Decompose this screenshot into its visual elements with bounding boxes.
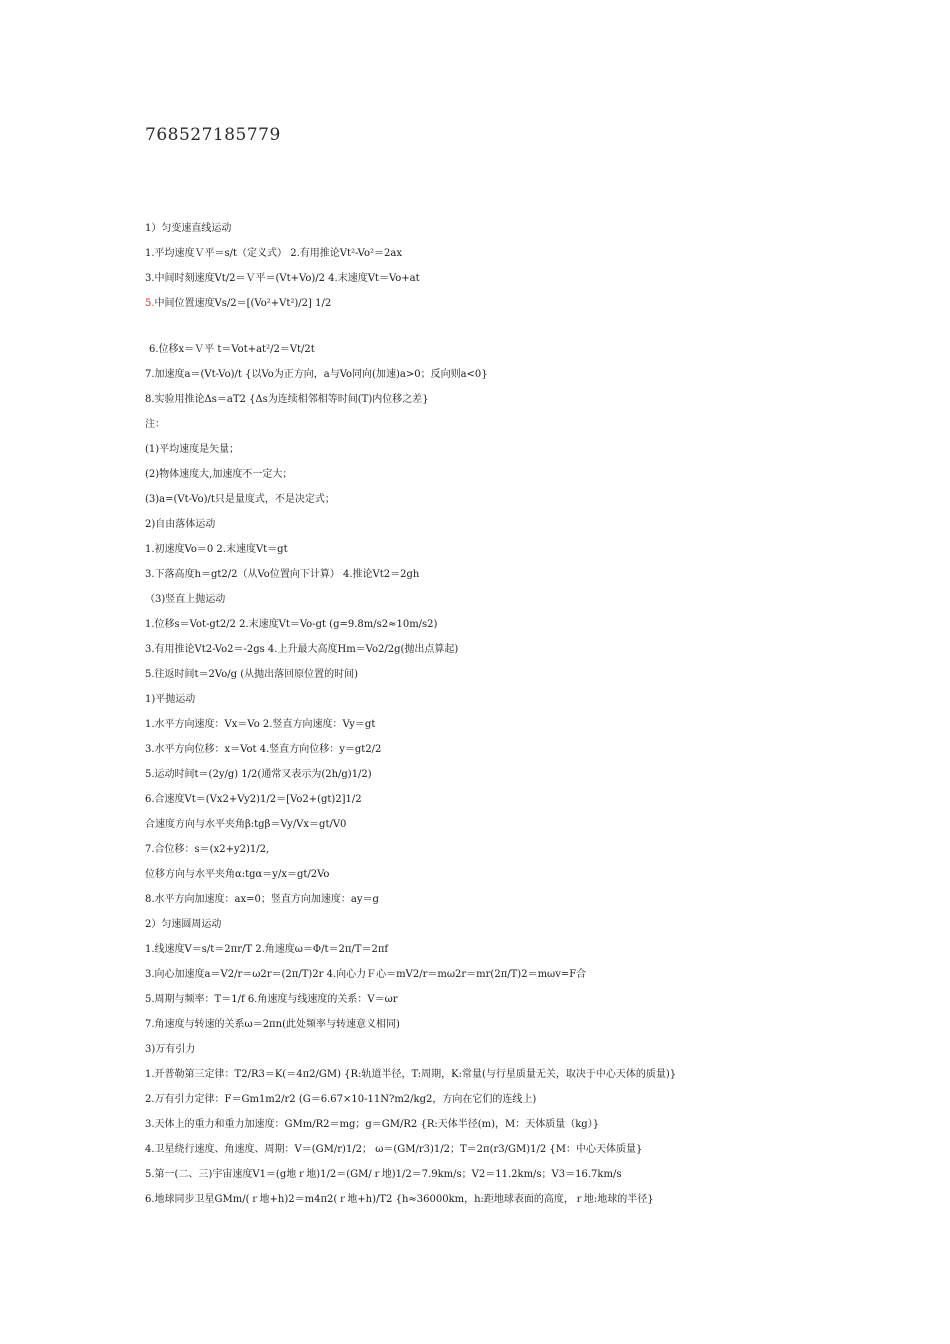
formula-text: 中间位置速度Vs/2＝[(Vo²+Vt²)/2] 1/2 [154, 298, 332, 309]
formula-line: 4.卫星绕行速度、角速度、周期：V＝(GM/r)1/2； ω＝(GM/r3)1/2；T＝2π(r3/GM)1/2 {M：中心天体质量} [145, 1144, 643, 1155]
formula-line: 6.地球同步卫星GMm/(ｒ地+h)2＝m4π2(ｒ地+h)/T2 {h≈36000km，h:距地球表面的高度，ｒ地:地球的半径} [145, 1194, 654, 1205]
formula-line: 1.位移s＝Vot-gt2/2 2.末速度Vt＝Vo-gt (g=9.8m/s2≈10m/s2) [145, 619, 438, 630]
section-heading: 2)自由落体运动 [145, 519, 216, 530]
formula-line: 1.初速度Vo＝0 2.末速度Vt＝gt [145, 544, 288, 555]
formula-line: 3.向心加速度a＝V2/r＝ω2r＝(2π/T)2r 4.向心力Ｆ心＝mV2/r＝mω2r＝mr(2π/T)2＝mωv=F合 [145, 969, 587, 980]
note-line: (2)物体速度大,加速度不一定大； [145, 469, 293, 480]
section-heading: 2）匀速圆周运动 [145, 919, 222, 930]
section-heading: 1)平抛运动 [145, 694, 196, 705]
section-heading: 3)万有引力 [145, 1044, 196, 1055]
formula-line [145, 298, 945, 310]
formula-line: 1.开普勒第三定律：T2/R3＝K(＝4π2/GM) {R:轨道半径，T:周期，K:常量(与行星质量无关，取决于中心天体的质量)} [145, 1069, 677, 1080]
document-id-number: 768527185779 [145, 125, 281, 145]
formula-line: 7.角速度与转速的关系ω＝2πn(此处频率与转速意义相同) [145, 1019, 400, 1030]
formula-line: 7.加速度a＝(Vt-Vo)/t {以Vo为正方向，a与Vo同向(加速)a>0；反向则a<0} [145, 369, 488, 380]
formula-line: 位移方向与水平夹角α:tgα＝y/x＝gt/2Vo [145, 869, 330, 880]
formula-line: 6.合速度Vt＝(Vx2+Vy2)1/2＝[Vo2+(gt)2]1/2 [145, 794, 362, 805]
formula-line: 3.水平方向位移：x＝Vot 4.竖直方向位移：y＝gt2/2 [145, 744, 382, 755]
formula-line: 3.天体上的重力和重力加速度：GMm/R2＝mg；g＝GM/R2 {R:天体半径(m)，M：天体质量（kg）} [145, 1119, 600, 1130]
formula-list [145, 223, 945, 1219]
formula-line: 8.实验用推论Δs＝aT2 {Δs为连续相邻相等时间(T)内位移之差} [145, 394, 429, 405]
formula-line: 1.平均速度Ｖ平＝s/t（定义式） 2.有用推论Vt²-Vo²＝2ax [145, 248, 402, 259]
formula-line: 5.运动时间t＝(2y/g) 1/2(通常又表示为(2h/g)1/2) [145, 769, 372, 780]
formula-line: 6.位移x＝Ｖ平 t＝Vot+at²/2＝Vt/2t [149, 344, 315, 355]
section-heading: （3)竖直上抛运动 [145, 594, 226, 605]
formula-line: 5.周期与频率：T＝1/f 6.角速度与线速度的关系：V＝ωr [145, 994, 398, 1005]
formula-line: 2.万有引力定律：F＝Gm1m2/r2 (G＝6.67×10-11N?m2/kg2，方向在它们的连线上) [145, 1094, 537, 1105]
formula-line: 3.下落高度h＝gt2/2（从Vo位置向下计算） 4.推论Vt2＝2gh [145, 569, 420, 580]
note-heading: 注： [145, 419, 165, 430]
formula-line: 1.线速度V＝s/t＝2πr/T 2.角速度ω＝Φ/t＝2π/T＝2πf [145, 944, 389, 955]
note-line: (3)a=(Vt-Vo)/t只是量度式，不是决定式； [145, 494, 335, 505]
formula-line: 3.有用推论Vt2-Vo2＝-2gs 4.上升最大高度Hm＝Vo2/2g(抛出点算起) [145, 644, 459, 655]
section-heading: 1）匀变速直线运动 [145, 223, 232, 234]
formula-line: 3.中间时刻速度Vt/2＝Ｖ平＝(Vt+Vo)/2 4.末速度Vt＝Vo+at [145, 273, 420, 284]
formula-line: 合速度方向与水平夹角β:tgβ＝Vy/Vx＝gt/V0 [145, 819, 347, 830]
formula-line: 8.水平方向加速度：ax=0；竖直方向加速度：ay＝g [145, 894, 379, 905]
formula-line: 7.合位移：s＝(x2+y2)1/2, [145, 844, 270, 855]
formula-line: 5.第一(二、三)宇宙速度V1＝(g地ｒ地)1/2＝(GM/ｒ地)1/2＝7.9km/s；V2＝11.2km/s；V3＝16.7km/s [145, 1169, 622, 1180]
formula-line: 5.往返时间t＝2Vo/g (从抛出落回原位置的时间) [145, 669, 358, 680]
formula-line: 1.水平方向速度：Vx＝Vo 2.竖直方向速度：Vy＝gt [145, 719, 376, 730]
red-item-number: 5. [145, 298, 155, 309]
note-line: (1)平均速度是矢量； [145, 444, 240, 455]
